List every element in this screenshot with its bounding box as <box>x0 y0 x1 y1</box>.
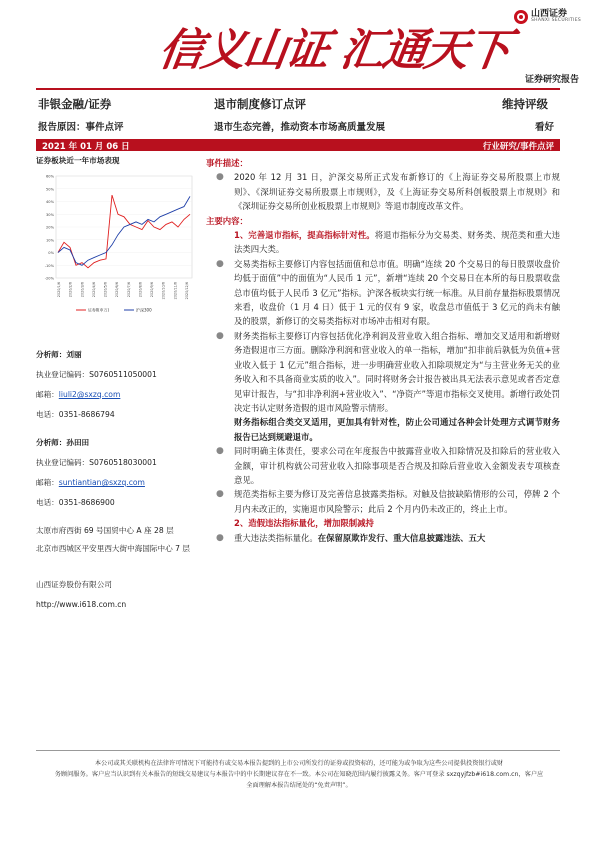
paragraph-responsibility <box>206 444 560 487</box>
email-label: 邮箱： <box>36 390 59 399</box>
bullet-icon: ● <box>216 446 224 457</box>
logo-subtext: SHANXI SECURITIES <box>531 18 581 24</box>
chart-x-tick-label: 2020/2/6 <box>68 281 73 298</box>
report-title: 退市制度修订点评 <box>214 97 306 111</box>
chart-x-tick-label: 2020/3/6 <box>80 281 85 298</box>
brand-slogan: 信义山证 汇通天下 <box>155 25 513 76</box>
paragraph-disclosure <box>206 487 560 516</box>
address-beijing: 北京市西城区平安里西大街中海国际中心 7 层 <box>36 544 190 553</box>
footer-divider <box>36 750 560 751</box>
chart-x-tick-label: 2020/4/6 <box>91 281 96 298</box>
event-text: 2020 年 12 月 31 日，沪深交易所正式发布新修订的《上海证券交易所股票上市规则》、《深圳证券交易所股票上市规则》，及《上海证券交易所科创板股票上市规则》和《深圳证券交易所创业板股票上市规则》等退市制度改革文件。 <box>234 172 560 212</box>
paragraph-major-violation <box>206 531 560 545</box>
logo-mark-icon <box>514 10 528 24</box>
analyst-1-license: 执业登记编码：S0760511050001 <box>36 370 157 379</box>
company-logo <box>514 6 588 28</box>
chart-y-tick-label: 40% <box>46 199 54 204</box>
industry-label: 非银金融/证券 <box>38 97 112 111</box>
analyst-1-email-link[interactable]: liuli2@sxzq.com <box>58 390 121 399</box>
chart-x-tick-label: 2020/10/6 <box>161 281 166 300</box>
analyst-2-email-link[interactable]: suntiantian@sxzq.com <box>58 478 145 487</box>
chart-series-line <box>58 195 190 268</box>
chart-y-tick-label: 50% <box>46 187 54 192</box>
chart-y-tick-label: 0% <box>48 250 54 255</box>
bullet-icon: ● <box>216 330 224 341</box>
analyst-1-phone: 电话：0351-8686794 <box>36 410 115 419</box>
financial-summary-bold: 财务指标组合类交叉适用，更加具有针对性，防止公司通过各种会计处理方式调节财务报告已达到规避退市。 <box>234 417 560 442</box>
report-subtitle: 退市生态完善，推动资本市场高质量发展 <box>214 122 386 133</box>
analyst-2-name: 分析师：孙田田 <box>36 438 90 447</box>
analyst-2-phone: 电话：0351-8686900 <box>36 498 115 507</box>
paragraph-bold-text: 在保留原欺诈发行、重大信息披露违法、五大 <box>317 532 486 543</box>
analyst-2-email-row <box>36 478 145 488</box>
chart-legend-label: 沪深300 <box>136 307 152 313</box>
bullet-icon: ● <box>216 258 224 269</box>
subsection-1-text: 将退市指标分为交易类、财务类、规范类和重大违法类四大类。 <box>234 230 560 255</box>
paragraph-trading-indicators <box>206 257 560 329</box>
paragraph-text: 同时明确主体责任，要求公司在年度报告中披露营业收入扣除情况及扣除后的营业收入金额，审计机构就公司营业收入扣除事项是否合规及扣除后营业收入金额发表专项核查意见。 <box>234 446 560 485</box>
chart-x-tick-label: 2020/12/6 <box>185 281 189 300</box>
logo-text: 山西证券 <box>531 9 568 20</box>
report-date: 2021 年 01 月 06 日 <box>42 142 130 152</box>
rating-label: 维持评级 <box>502 97 548 111</box>
subsection-1 <box>206 228 560 257</box>
disclaimer-line-1: 本公司或其关联机构在法律许可情况下可能持有或交易本报告提到的上市公司所发行的证券或投资标的，还可能为或争取为这些公司提供投资银行或财 <box>94 760 504 767</box>
subsection-2-title: 2、造假违法指标量化，增加限制减持 <box>234 518 374 529</box>
chart-y-tick-label: 60% <box>46 174 54 179</box>
company-name: 山西证券股份有限公司 <box>36 580 112 589</box>
chart-x-tick-label: 2020/1/6 <box>57 281 61 298</box>
chart-y-tick-label: -10% <box>44 263 54 268</box>
paragraph-text: 财务类指标主要修订内容包括优化净利润及营业收入组合指标、增加交叉适用和新增财务造假退市三方面。删除净利润和营业收入的单一指标，增加“扣非前后孰低为负值+营业收入低于 1 亿元”组合指标，进一步明确营业收入扣除项规定为“与主营业务无关的业务收入和不具备商业实质的收入”。同时将财务会计报告被出具无法表示意见或者否定意见审计报告，与“扣非净利润+营业收入”、“净资产”等退市指标交叉使用。新增行政处罚决定书认定财务造假的退市风险警示情形。 <box>234 330 560 413</box>
meta-row-1 <box>36 96 560 114</box>
report-type: 证券研究报告 <box>524 75 579 85</box>
chart-y-tick-label: 10% <box>46 238 54 243</box>
date-band <box>36 139 560 151</box>
chart-y-tick-label: 30% <box>46 212 54 217</box>
disclaimer-footer <box>54 758 544 791</box>
main-heading: 主要内容： <box>206 215 248 226</box>
header-divider <box>36 88 560 90</box>
chart-x-tick-label: 2020/7/6 <box>126 281 131 298</box>
paragraph-text: 交易类指标主要修订内容包括面值和总市值。明确“连续 20 个交易日的每日股票收盘价均低于面值”中的面值为“人民币 1 元”，新增“连续 20 个交易日在本所的每日股票收盘总市值均低于人民币 3 亿元”指标。沪深各板块实行统一标准。从目前存量指标股票情况来看，收盘价（1 月 4 日）低于 1 元的仅有 9 家，收盘总市值低于 3 亿元的尚未有触及的股票，新修订的交易类指标对市场冲击相对有限。 <box>234 258 560 327</box>
analyst-2-license: 执业登记编码：S0760518030001 <box>36 458 157 467</box>
email-label: 邮箱： <box>36 478 59 487</box>
chart-x-tick-label: 2020/8/6 <box>138 281 143 298</box>
event-paragraph <box>206 170 560 213</box>
paragraph-financial-indicators <box>206 329 560 415</box>
chart-x-tick-label: 2020/5/6 <box>103 281 108 298</box>
bullet-icon: ● <box>216 532 224 543</box>
paragraph-text: 规范类指标主要为修订及完善信息披露类指标。对触及信披缺陷情形的公司，停牌 2 个月内未改正的，实施退市风险警示；此后 2 个月内仍未改正的，终止上市。 <box>234 489 560 514</box>
event-heading: 事件描述： <box>206 158 248 168</box>
bullet-icon: ● <box>216 172 224 183</box>
chart-legend-label: 证券Ⅱ(申万) <box>88 307 110 313</box>
market-performance-chart <box>36 170 196 318</box>
chart-x-tick-label: 2020/11/6 <box>173 281 178 300</box>
chart-title: 证券板块近一年市场表现 <box>36 156 120 165</box>
paragraph-text: 重大违法类指标量化。 <box>234 532 318 543</box>
chart-x-tick-label: 2020/6/6 <box>115 281 120 298</box>
chart-y-tick-label: 20% <box>46 225 54 230</box>
disclaimer-line-2: 务顾问服务。客户应当认识到有关本报告的短线交易建议与本报告中的中长期建议存在不一致。本公司在知晓范围内履行披露义务。客户可登录 sxzqyjfzb#i618.com.cn，客户应全面理解本报告结尾处的“免责声明”。 <box>54 771 544 789</box>
meta-row-2 <box>36 119 560 133</box>
reason-label: 报告原因：事件点评 <box>38 122 124 133</box>
view-label: 看好 <box>534 122 554 133</box>
subsection-1-title: 1、完善退市指标，提高指标针对性。 <box>234 230 375 241</box>
report-category: 行业研究/事件点评 <box>482 142 554 152</box>
bullet-icon: ● <box>216 489 224 500</box>
chart-series-line <box>58 196 190 265</box>
analyst-1-name: 分析师：刘丽 <box>36 350 82 359</box>
chart-x-tick-label: 2020/9/6 <box>150 281 155 298</box>
main-content <box>206 156 560 545</box>
address-taiyuan: 太原市府西街 69 号国贸中心 A 座 28 层 <box>36 526 174 535</box>
company-website[interactable]: http://www.i618.com.cn <box>36 600 127 609</box>
analyst-1-email-row <box>36 390 120 400</box>
chart-y-tick-label: -20% <box>44 276 54 281</box>
left-sidebar <box>36 156 196 609</box>
